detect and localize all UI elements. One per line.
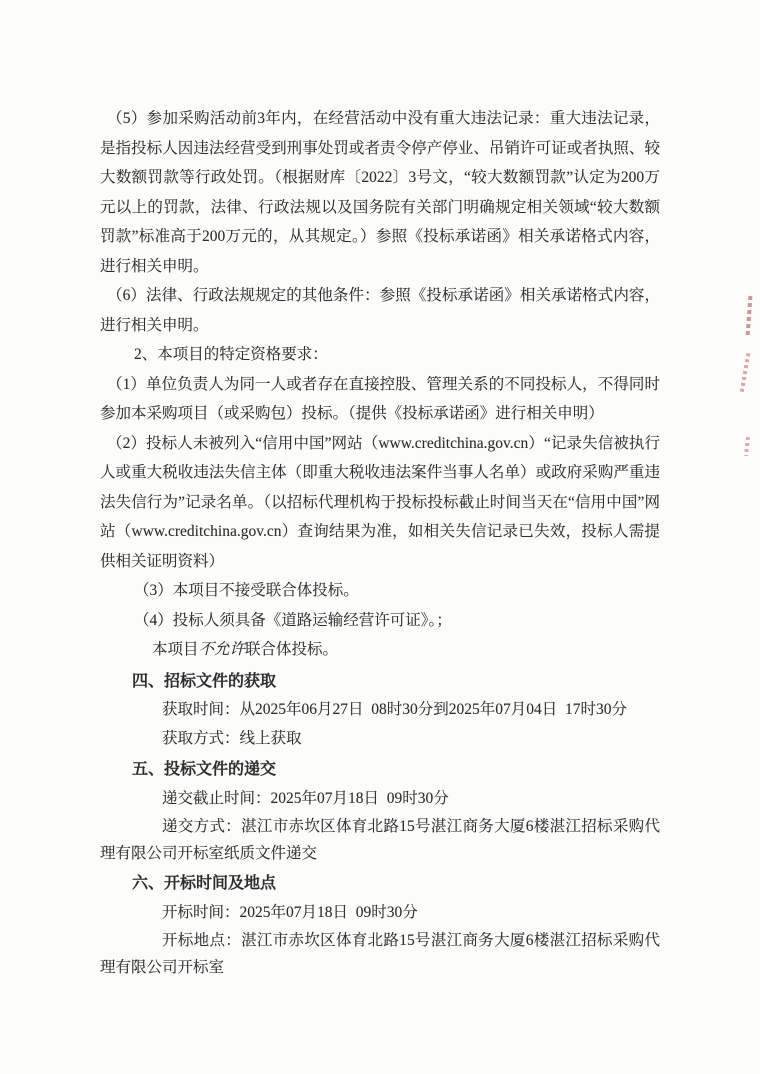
section-5-deadline: 递交截止时间：2025年07月18日 09时30分 — [162, 789, 449, 807]
section-6-open-place: 开标地点：湛江市赤坎区体育北路15号湛江商务大厦6楼湛江招标采购代理有限公司开标室 — [100, 932, 660, 976]
red-seal-edge-mark — [746, 296, 753, 336]
section-4-heading: 四、招标文件的获取 — [132, 672, 277, 690]
consortium-note — [100, 635, 660, 665]
red-seal-edge-mark — [744, 437, 750, 456]
consortium-note-suffix: 联合体投标。 — [245, 641, 339, 658]
specific-requirements-heading: 2、本项目的特定资格要求： — [134, 346, 328, 363]
section-5-heading: 五、投标文件的递交 — [132, 761, 277, 778]
consortium-note-emphasis: 不允许 — [198, 641, 246, 658]
consortium-note-prefix: 本项目 — [152, 641, 199, 658]
qualification-clause-5: （5）参加采购活动前3年内，在经营活动中没有重大违法记录：重大违法记录，是指投标人因违法经营受到刑事处罚或者责令停产停业、吊销许可证或者执照、较大数额罚款等行政处罚。（根据财库〔2022〕3号文，“较大数额罚款”认定为200万元以上的罚款，法律、行政法规以及国务院有关部门明确规定相关领域“较大数额罚款”标准高于200万元的，从其规定。）参照《投标承诺函》相关承诺格式内容，进行相关申明。 — [100, 110, 660, 275]
specific-clause-2: （2）投标人未被列入“信用中国”网站（www.creditchina.gov.cn）“记录失信被执行人或重大税收违法失信主体（即重大税收违法案件当事人名单）或政府采购严重违法失信行为”记录名单。（以招标代理机构于投标投标截止时间当天在“信用中国”网站（www.creditchina.gov.cn）查询结果为准，如相关失信记录已失效，投标人需提供相关证明资料） — [100, 434, 660, 570]
document-body — [100, 104, 660, 981]
section-6-heading: 六、开标时间及地点 — [132, 875, 277, 892]
section-4-obtain-method: 获取方式：线上获取 — [162, 729, 302, 747]
specific-clause-3: （3）本项目不接受联合体投标。 — [134, 582, 359, 599]
qualification-clause-6: （6）法律、行政法规规定的其他条件：参照《投标承诺函》相关承诺格式内容，进行相关申明。 — [100, 287, 660, 334]
section-5-submit-method: 递交方式：湛江市赤坎区体育北路15号湛江商务大厦6楼湛江招标采购代理有限公司开标室纸质文件递交 — [100, 818, 660, 862]
specific-clause-4: （4）投标人须具备《道路运输经营许可证》。； — [134, 611, 452, 629]
section-4-obtain-time: 获取时间：从2025年06月27日 08时30分到2025年07月04日 17时30分 — [162, 701, 628, 718]
section-6-open-time: 开标时间：2025年07月18日 09时30分 — [162, 903, 418, 921]
red-seal-edge-mark — [740, 353, 751, 393]
specific-clause-1: （1）单位负责人为同一人或者存在直接控股、管理关系的不同投标人，不得同时参加本采购项目（或采购包）投标。（提供《投标承诺函》进行相关申明） — [100, 375, 660, 422]
